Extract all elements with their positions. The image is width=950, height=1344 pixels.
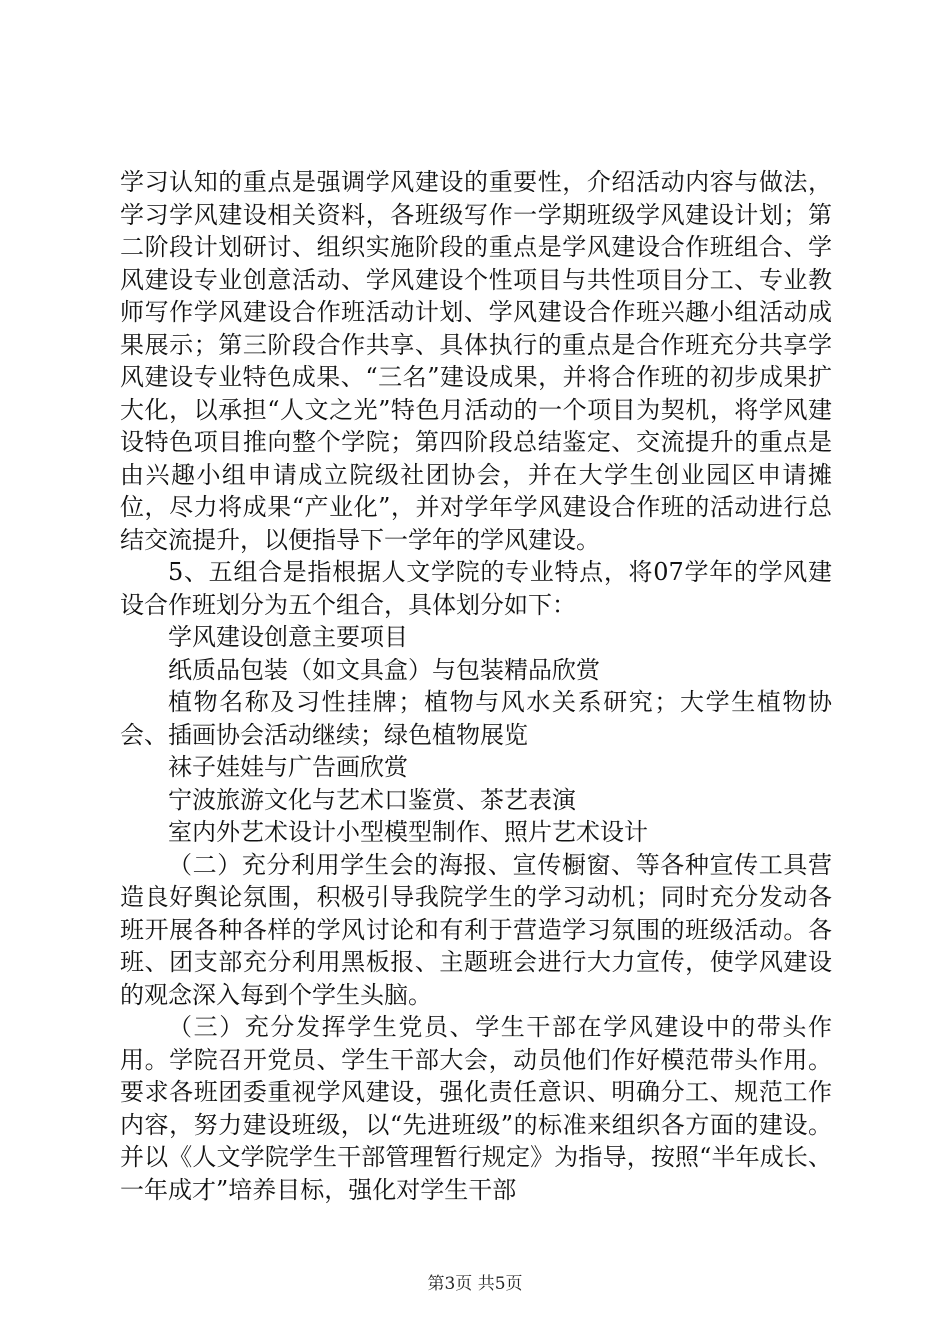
list-item-main-projects: 学风建设创意主要项目 xyxy=(168,623,408,651)
paragraph-section-two: （二）充分利用学生会的海报、宣传橱窗、等各种宣传工具营造良好舆论氛围，积极引导我院学生的学习动机；同时充分发动各班开展各种各样的学风讨论和有利于营造学习氛围的班级活动。各班、团支部充分利用黑板报、主题班会进行大力宣传，使学风建设的观念深入每到个学生头脑。 xyxy=(120,850,832,1009)
list-item-ningbo-tourism: 宁波旅游文化与艺术口鉴赏、茶艺表演 xyxy=(168,785,576,814)
page-number: 第3页 共5页 xyxy=(427,1274,523,1294)
list-item-plants: 植物名称及习性挂牌；植物与风水关系研究；大学生植物协会、插画协会活动继续；绿色植物展览 xyxy=(120,688,832,749)
paragraph-five-groups: 5、五组合是指根据人文学院的专业特点，将07学年的学风建设合作班划分为五个组合，具体划分如下： xyxy=(120,558,832,619)
list-item-packaging: 纸质品包装（如文具盒）与包装精品欣赏 xyxy=(168,655,600,684)
paragraph-stages: 学习认知的重点是强调学风建设的重要性，介绍活动内容与做法，学习学风建设相关资料，各班级写作一学期班级学风建设计划；第二阶段计划研讨、组织实施阶段的重点是学风建设合作班组合、学风建设专业创意活动、学风建设个性项目与共性项目分工、专业教师写作学风建设合作班活动计划、学风建设合作班兴趣小组活动成果展示；第三阶段合作共享、具体执行的重点是合作班充分共享学风建设专业特色成果、“三名”建设成果，并将合作班的初步成果扩大化，以承担“人文之光”特色月活动的一个项目为契机，将学风建设特色项目推向整个学院；第四阶段总结鉴定、交流提升的重点是由兴趣小组申请成立院级社团协会，并在大学生创业园区申请摊位，尽力将成果“产业化”，并对学年学风建设合作班的活动进行总结交流提升，以便指导下一学年的学风建设。 xyxy=(120,168,832,554)
list-item-sock-dolls: 袜子娃娃与广告画欣赏 xyxy=(168,753,408,781)
paragraph-section-three: （三）充分发挥学生党员、学生干部在学风建设中的带头作用。学院召开党员、学生干部大会，动员他们作好模范带头作用。要求各班团委重视学风建设，强化责任意识、明确分工、规范工作内容，努力建设班级，以“先进班级”的标准来组织各方面的建设。并以《人文学院学生干部管理暂行规定》为指导，按照“半年成长、一年成才”培养目标，强化对学生干部 xyxy=(120,1013,832,1204)
list-item-interior-design: 室内外艺术设计小型模型制作、照片艺术设计 xyxy=(168,818,648,846)
document-body xyxy=(120,166,832,1206)
page-footer xyxy=(0,1273,950,1295)
